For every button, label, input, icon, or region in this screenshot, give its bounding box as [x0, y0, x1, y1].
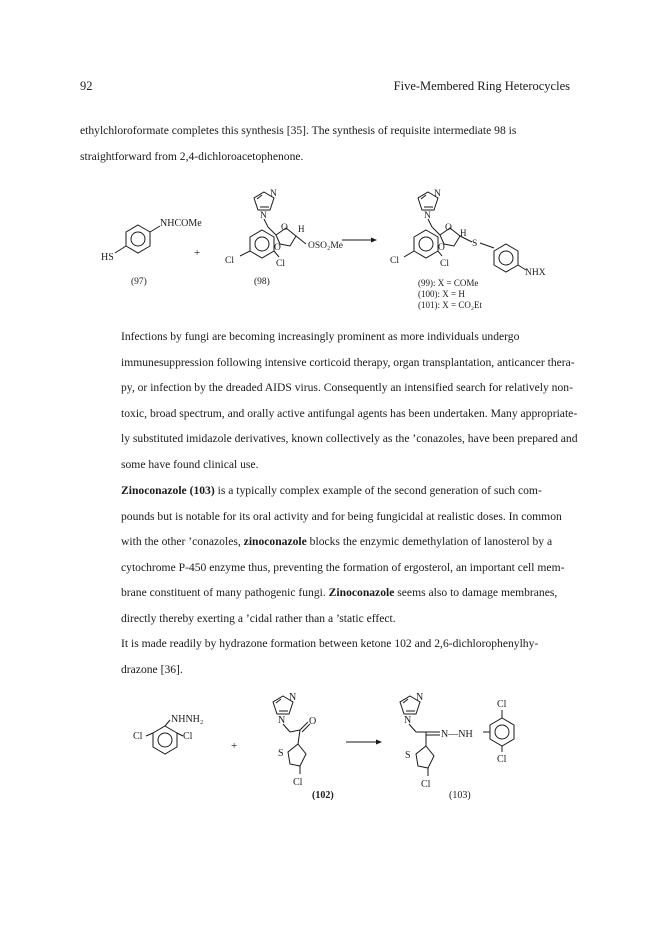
paragraph-synthesis: [80, 631, 576, 682]
cl-top-label: Cl: [497, 699, 507, 710]
text-line: some have found clinical use.: [121, 457, 259, 471]
paragraph-zinoconazole: [80, 478, 576, 632]
compound-97: [101, 218, 202, 287]
imidazole-n-top: N: [434, 189, 441, 199]
text-run: with the other ’conazoles,: [121, 535, 244, 549]
reaction-arrow-1: [342, 238, 377, 243]
nhcome-label: NHCOMe: [160, 218, 202, 229]
paragraph-infections: [80, 324, 576, 478]
text-line: py, or infection by the dreaded AIDS virus. Consequently an intensified search for relatively non-: [121, 381, 573, 395]
plus-sign: +: [231, 740, 238, 752]
nhnh2-label: NHNH₂: [171, 714, 204, 725]
legend-100: (100): X = H: [418, 289, 465, 299]
imidazole-n-ring: N: [424, 211, 431, 221]
text-line: cytochrome P-450 enzyme thus, preventing the formation of ergosterol, an important cell mem-: [121, 560, 565, 574]
text-line: immunesuppression following intensive corticoid therapy, organ transplantation, anticancer thera-: [121, 355, 575, 369]
dioxolane-o1: O: [281, 223, 288, 233]
running-title: Five-Membered Ring Heterocycles: [393, 79, 570, 93]
text-run: is a typically complex example of the second generation of such com-: [214, 484, 542, 497]
hs-label: HS: [101, 252, 114, 263]
nhx-label: NHX: [525, 268, 546, 278]
hydrazone-label: N—NH: [441, 729, 473, 740]
cl-label: Cl: [293, 777, 303, 788]
carbonyl-o-label: O: [309, 716, 317, 727]
cl-right-label: Cl: [183, 731, 193, 742]
compound-number-103: (103): [449, 790, 471, 801]
cl-left-label: Cl: [390, 256, 399, 266]
imidazole-n-top: N: [270, 189, 277, 199]
term-zinoconazole: Zinoconazole: [328, 586, 395, 600]
text-run: seems also to damage membranes,: [394, 586, 558, 600]
h-label: H: [460, 228, 467, 238]
imidazole-n-top: N: [289, 692, 297, 703]
term-zinoconazole: zinoconazole: [243, 535, 307, 549]
legend-101: (101): X = CO₂Et: [418, 300, 482, 310]
text-run: brane constituent of many pathogenic fungi.: [121, 586, 329, 600]
text-line: pounds but is notable for its oral activity and for being fungicidal at realistic doses. In common: [121, 509, 562, 523]
imidazole-n-ring: N: [404, 715, 412, 726]
imidazole-n-ring: N: [260, 211, 267, 221]
imidazole-n-ring: N: [278, 715, 286, 726]
text-line: [80, 529, 576, 555]
cl-left-label: Cl: [133, 731, 143, 742]
text-line: [80, 478, 576, 504]
cl-right-label: Cl: [440, 259, 449, 269]
thiophene-s-label: S: [278, 748, 284, 759]
page-number: 92: [80, 79, 93, 93]
compound-hydrazine: [133, 714, 203, 754]
imidazole-n-top: N: [416, 692, 424, 703]
paragraph-intro: [80, 118, 576, 169]
cl-bottom-label: Cl: [497, 754, 507, 765]
text-line: ethylchloroformate completes this synthesis [35]. The synthesis of requisite intermediate 98 is: [80, 124, 517, 137]
reaction-arrow-2: [346, 740, 382, 745]
text-line: directly thereby exerting a ’cidal rather than a ’static effect.: [121, 611, 396, 625]
legend-99: (99): X = COMe: [418, 278, 479, 288]
dioxolane-o2: O: [274, 243, 281, 253]
text-line: [80, 580, 576, 606]
compound-98: [225, 189, 343, 287]
running-header: [80, 79, 570, 97]
compound-103: [400, 692, 514, 801]
dioxolane-o1: O: [445, 223, 452, 233]
compound-number-98: (98): [254, 277, 270, 287]
compound-number-97: (97): [131, 277, 147, 287]
cl-right-label: Cl: [276, 259, 285, 269]
text-line: toxic, broad spectrum, and orally active antifungal agents has been undertaken. Many appropriate-: [121, 406, 578, 420]
compound-number-102: (102): [312, 790, 334, 801]
osome-label: OSO₂Me: [308, 241, 343, 251]
text-line: straightforward from 2,4-dichloroacetophenone.: [80, 149, 304, 163]
cl-left-label: Cl: [225, 256, 234, 266]
h-label: H: [298, 224, 305, 234]
text-line: Infections by fungi are becoming increasingly prominent as more individuals undergo: [121, 330, 520, 343]
reaction-scheme-1: [0, 180, 654, 320]
compound-99: [390, 189, 546, 310]
text-line: drazone [36].: [121, 662, 183, 676]
term-zinoconazole: Zinoconazole (103): [121, 484, 215, 497]
s-label: S: [472, 239, 478, 249]
thiophene-s-label: S: [405, 750, 411, 761]
text-run: blocks the enzymic demethylation of lanosterol by a: [306, 535, 553, 549]
plus-sign: +: [194, 247, 201, 259]
compound-102: [273, 692, 334, 801]
text-line: ly substituted imidazole derivatives, known collectively as the ’conazoles, have been prepared and: [121, 432, 578, 446]
dioxolane-o2: O: [438, 243, 445, 253]
reaction-scheme-2: [0, 688, 654, 838]
cl-thiophene-label: Cl: [421, 779, 431, 790]
text-line: It is made readily by hydrazone formation between ketone 102 and 2,6-dichlorophenylhy-: [121, 637, 539, 650]
